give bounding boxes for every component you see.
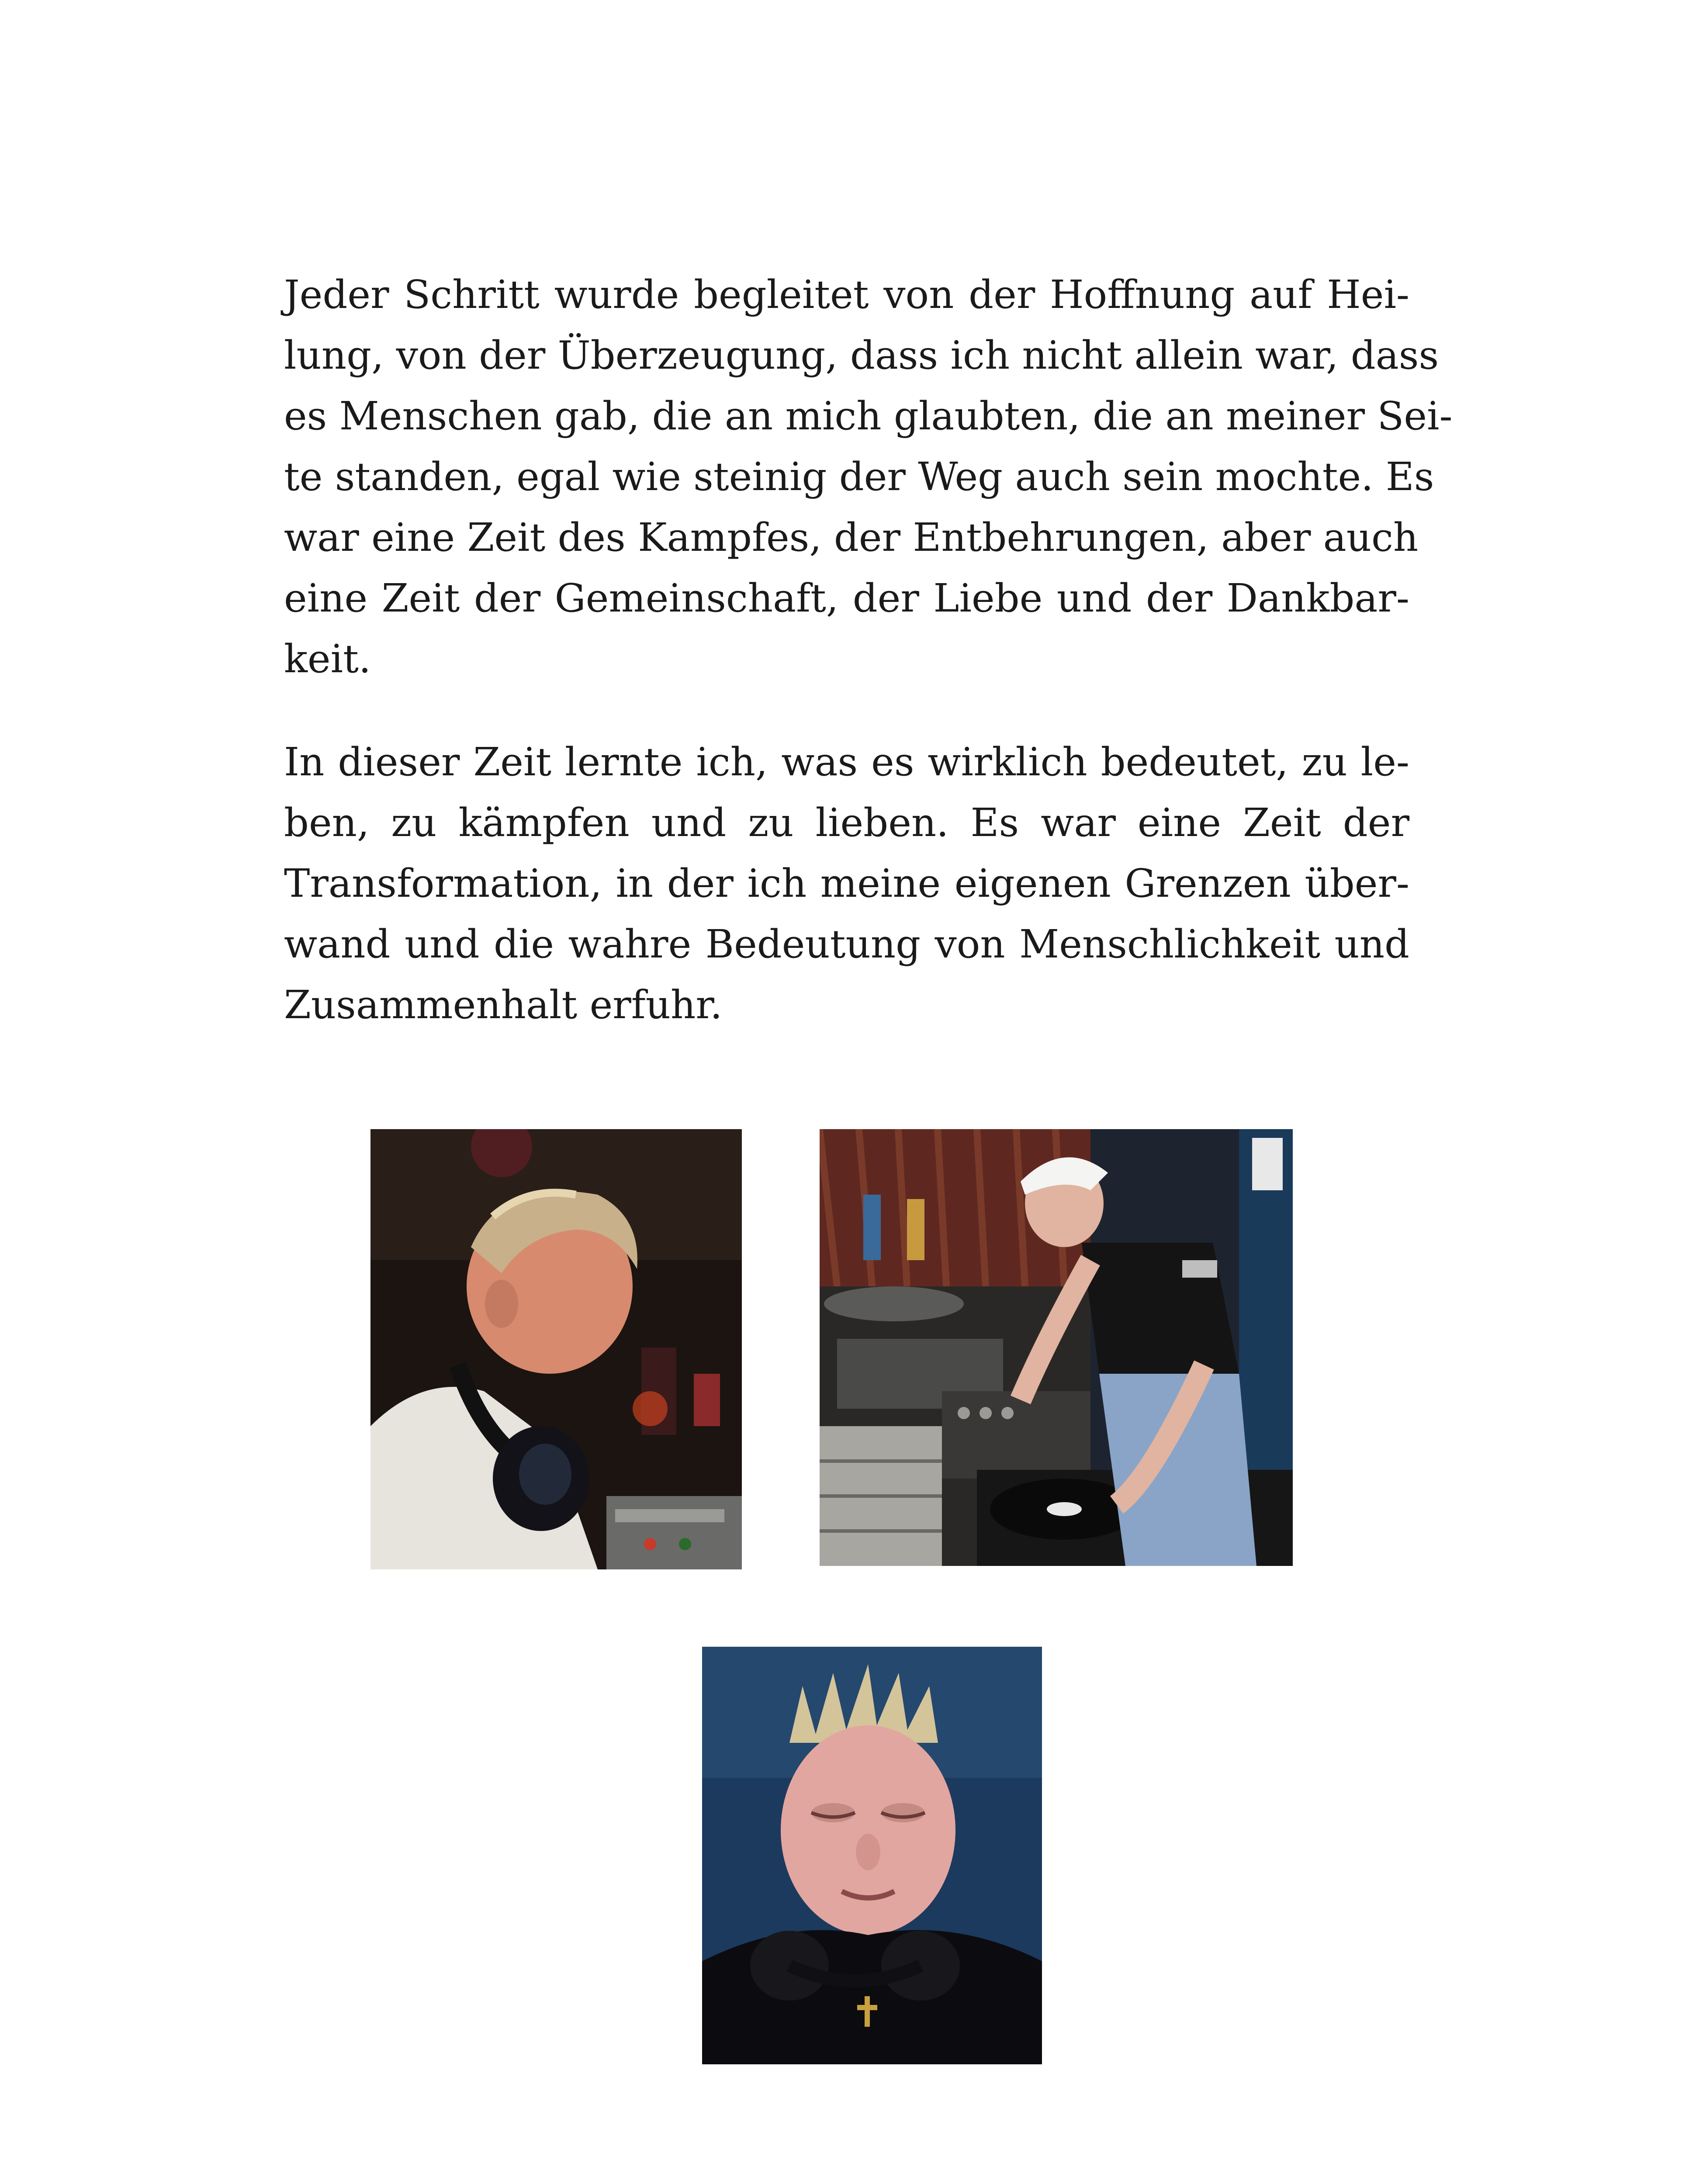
paragraph-line: ben, zu kämpfen und zu lieben. Es war eine Zeit der	[284, 800, 1409, 845]
paragraph-line: keit.	[284, 636, 371, 681]
photo-dj-profile	[370, 1129, 742, 1569]
paragraph-line: lung, von der Überzeugung, dass ich nicht allein war, dass	[284, 332, 1439, 378]
paragraph-line: war eine Zeit des Kampfes, der Entbehrungen, aber auch	[284, 515, 1419, 560]
paragraph-line: te standen, egal wie steinig der Weg auch sein mochte. Es	[284, 454, 1434, 499]
paragraph-line: In dieser Zeit lernte ich, was es wirklich bedeutet, zu le-	[284, 739, 1409, 784]
paragraph-2	[284, 732, 1409, 1035]
paragraph-line: es Menschen gab, die an mich glaubten, die an meiner Sei-	[284, 393, 1453, 439]
paragraph-line: Zusammenhalt erfuhr.	[284, 982, 723, 1027]
photo-dj-turntables	[820, 1129, 1293, 1566]
paragraph-line: Transformation, in der ich meine eigenen Grenzen über-	[284, 860, 1409, 906]
paragraph-1	[284, 264, 1453, 689]
paragraph-line: eine Zeit der Gemeinschaft, der Liebe und der Dankbar-	[284, 575, 1409, 621]
photo-dj-closeup	[702, 1647, 1042, 2064]
paragraph-line: wand und die wahre Bedeutung von Menschlichkeit und	[284, 921, 1409, 967]
paragraph-line: Jeder Schritt wurde begleitet von der Hoffnung auf Hei-	[284, 272, 1409, 317]
